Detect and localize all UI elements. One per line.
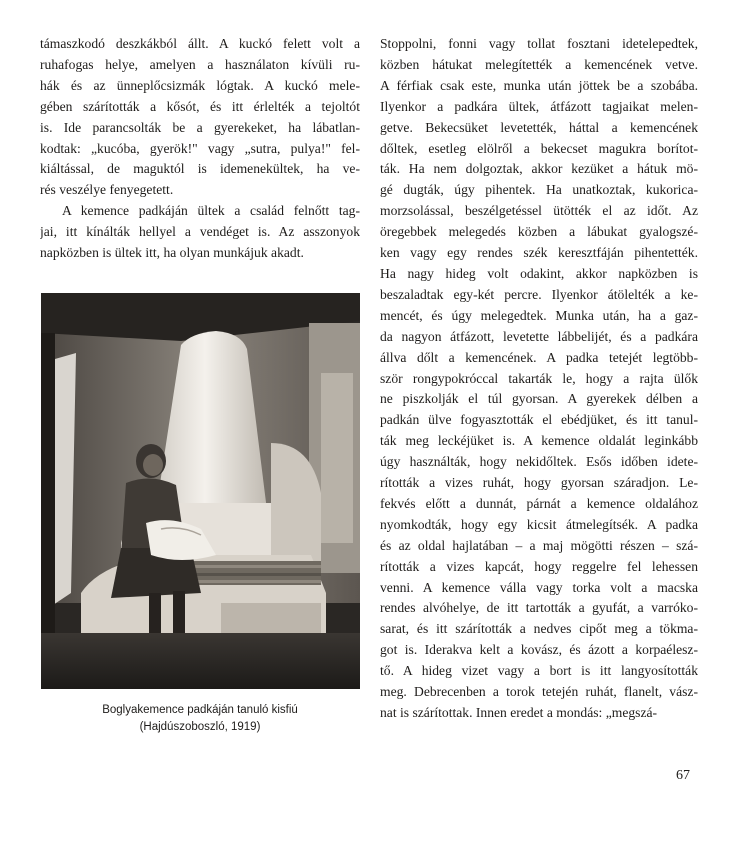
text-line: meg. Debrecenben a torok tetején ruhát, flanelt, vász- [380,684,698,700]
text-line: kiáltással, de maguktól is idemenekültek, ha ve- [40,161,360,177]
text-line: dőltek, esetleg elölről a bekecset magukra borítot- [380,140,698,156]
right-text-column [380,34,698,724]
text-line: fekvés előtt a dunnát, párnát a kemence oldalához [380,495,698,511]
text-line: öregebbek melegedés közben a lábukat gyalogszé- [380,224,698,240]
text-line: mencét, és úgy melegedtek. Munka után, ha a gaz- [380,307,698,323]
caption-title: Boglyakemence padkáján tanuló kisfiú [102,704,298,716]
text-line: A kemence padkáján ültek a család felnőtt tag- [62,203,360,219]
paragraph-1 [40,34,360,201]
photo-caption [40,702,360,736]
text-line: ták meg leckéjüket is. A kemence oldalát leginkább [380,433,698,449]
text-line: gében szárították a kősót, és itt érlelték a tejoltót [40,98,360,114]
text-line: morzsolással, beszélgetéssel ütötték el az időt. Az [380,203,698,219]
text-line: rés veszélye fenyegetett. [40,182,174,198]
text-line: gé dugták, úgy pihentek. Ha unatkoztak, kukorica- [380,182,698,198]
text-line: A férfiak csak este, munka után jöttek be a szobába. [380,77,698,93]
photo-image [41,293,360,689]
text-line: padkán ülve fogyasztották el ebédjüket, és itt tanul- [380,412,698,428]
text-line: állva dőlt a kemencének. A padka tetejét legtöbb- [380,349,698,365]
text-line: ruhafogas helye, amelyen a használaton kívüli ru- [40,56,360,72]
text-line: napközben is ültek itt, ha olyan munkájuk akadt. [40,245,304,261]
text-line: és az oldal hajlatában – a maj mögötti részen – szá- [380,537,698,553]
text-line: ször rongypokróccal takarták le, hogy a rajta ülők [380,370,698,386]
text-line: úgy használták, hogy nekidőltek. Esős időben idete- [380,454,698,470]
text-line: sarat, és itt szárították a nedves cipőt meg a tökma- [380,621,698,637]
text-line: hák és az ünneplőcsizmák lógtak. A kuckó mele- [40,77,360,93]
text-line: is. Ide parancsolták be a gyerekeket, ha lábatlan- [40,119,360,135]
text-line: beszaladtak egy-két percre. Ilyenkor átölelték a ke- [380,286,698,302]
paragraph-2 [40,201,360,264]
text-line: támaszkodó deszkákból állt. A kuckó felett volt a [40,36,360,51]
text-line: rították a vizes ruhát, hogy gyorsan száradjon. Le- [380,475,698,491]
left-text-column [40,34,360,264]
text-line: venni. A kemence válla vagy torka volt a macska [380,579,698,595]
photo-boy-on-oven-bench [41,293,360,689]
text-line: rendes alvóhelye, de itt tartották a gyufát, a varróko- [380,600,698,616]
caption-place-year: (Hajdúszoboszló, 1919) [139,721,261,733]
text-line: ken vagy egy rendes szék keresztfáján pihentették. [380,245,698,261]
text-line: Ilyenkor a padkára ültek, átfázott tagjaikat melen- [380,98,698,114]
text-line: Ha nagy hideg volt odakint, akkor napközben is [380,265,698,281]
text-line: getve. Bekecsüket levetették, háttal a kemencének [380,119,698,135]
text-line: jai, itt kínálták hellyel a vendéget is. Az asszonyok [40,224,360,240]
text-line: nyomkodták, hogy egy kicsit átmelegítsék. A padka [380,516,698,532]
text-line: közben hátukat melegítették a kemencének vetve. [380,56,698,72]
text-line: nat is szárítottak. Innen eredet a mondás: „megszá- [380,705,658,720]
text-line: got is. Iderakva kelt a kovász, és ázott a korpaélesz- [380,642,698,658]
text-line: ne piszkolják el túl gyorsan. A gyerekek délben a [380,391,698,407]
text-line: rították a vizes kapcát, hogy reggelre fel lehessen [380,558,698,574]
text-line: kodtak: „kucóba, gyerök!" vagy „sutra, pulya!" fel- [40,140,360,156]
page-number: 67 [676,768,690,783]
text-line: tő. A hideg vizet vagy a bort is itt langyosították [380,663,698,679]
text-line: Stoppolni, fonni vagy tollat fosztani idetelepedtek, [380,36,698,51]
text-line: ták. Ha nem dolgoztak, akkor kezüket a hátuk mö- [380,161,698,177]
text-line: da nagyon átfázott, levetette lábbelijét, és a padkára [380,328,698,344]
